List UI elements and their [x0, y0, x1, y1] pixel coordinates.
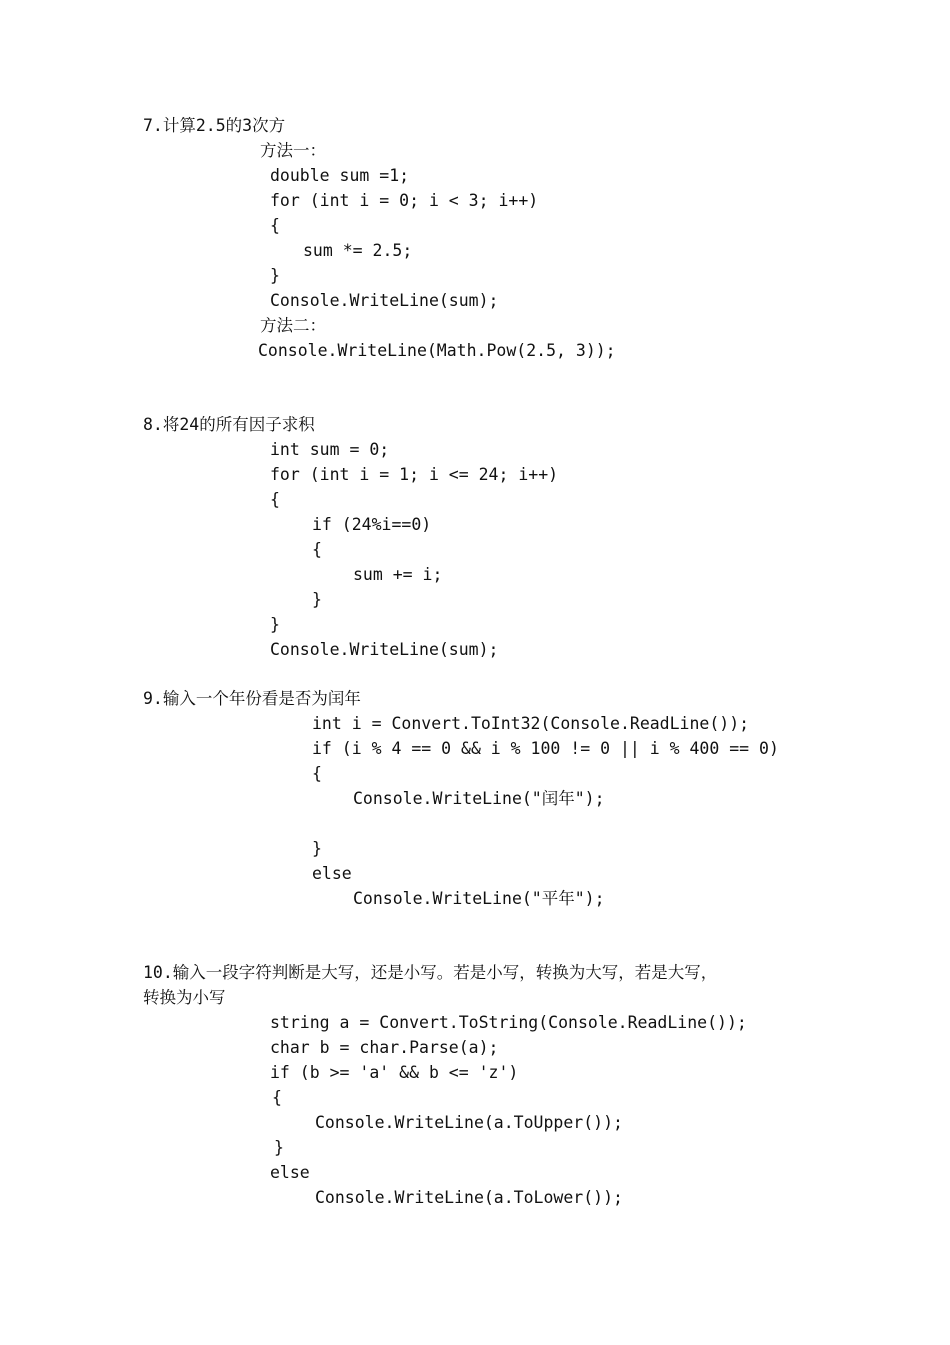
- code-line: for (int i = 1; i <= 24; i++): [270, 465, 559, 484]
- code-line: Console.WriteLine(sum);: [270, 291, 499, 310]
- code-line: Console.WriteLine(Math.Pow(2.5, 3));: [258, 341, 616, 360]
- code-line: Console.WriteLine(a.ToLower());: [315, 1188, 623, 1207]
- code-line: {: [312, 764, 322, 783]
- code-line: Console.WriteLine("平年");: [353, 889, 605, 908]
- section-10-heading-cont: 转换为小写: [143, 988, 226, 1007]
- code-line: }: [274, 1138, 284, 1157]
- code-line: if (24%i==0): [312, 515, 432, 534]
- code-line: 方法一：: [260, 141, 326, 160]
- code-line: }: [312, 590, 322, 609]
- code-line: Console.WriteLine(sum);: [270, 640, 499, 659]
- code-line: }: [312, 839, 322, 858]
- code-line: sum *= 2.5;: [303, 241, 413, 260]
- code-line: string a = Convert.ToString(Console.ReadLine());: [270, 1013, 747, 1032]
- section-8-heading: 8.将24的所有因子求积: [143, 415, 315, 434]
- code-line: for (int i = 0; i < 3; i++): [270, 191, 539, 210]
- code-line: }: [270, 266, 280, 285]
- code-line: else: [270, 1163, 310, 1182]
- code-line: if (i % 4 == 0 && i % 100 != 0 || i % 400 == 0): [312, 739, 779, 758]
- code-line: Console.WriteLine("闰年");: [353, 789, 605, 808]
- code-line: {: [270, 216, 280, 235]
- section-10-heading: 10.输入一段字符判断是大写，还是小写。若是小写，转换为大写，若是大写，: [143, 963, 718, 982]
- section-7-heading: 7.计算2.5的3次方: [143, 116, 286, 135]
- code-line: {: [312, 540, 322, 559]
- code-line: Console.WriteLine(a.ToUpper());: [315, 1113, 623, 1132]
- code-line: }: [270, 615, 280, 634]
- code-line: double sum =1;: [270, 166, 410, 185]
- code-line: {: [270, 490, 280, 509]
- code-line: int sum = 0;: [270, 440, 390, 459]
- code-line: {: [272, 1088, 282, 1107]
- section-9-heading: 9.输入一个年份看是否为闰年: [143, 689, 361, 708]
- code-line: if (b >= 'a' && b <= 'z'): [270, 1063, 519, 1082]
- code-line: else: [312, 864, 352, 883]
- code-line: sum += i;: [353, 565, 443, 584]
- code-line: char b = char.Parse(a);: [270, 1038, 499, 1057]
- code-line: 方法二：: [260, 316, 326, 335]
- code-line: int i = Convert.ToInt32(Console.ReadLine());: [312, 714, 750, 733]
